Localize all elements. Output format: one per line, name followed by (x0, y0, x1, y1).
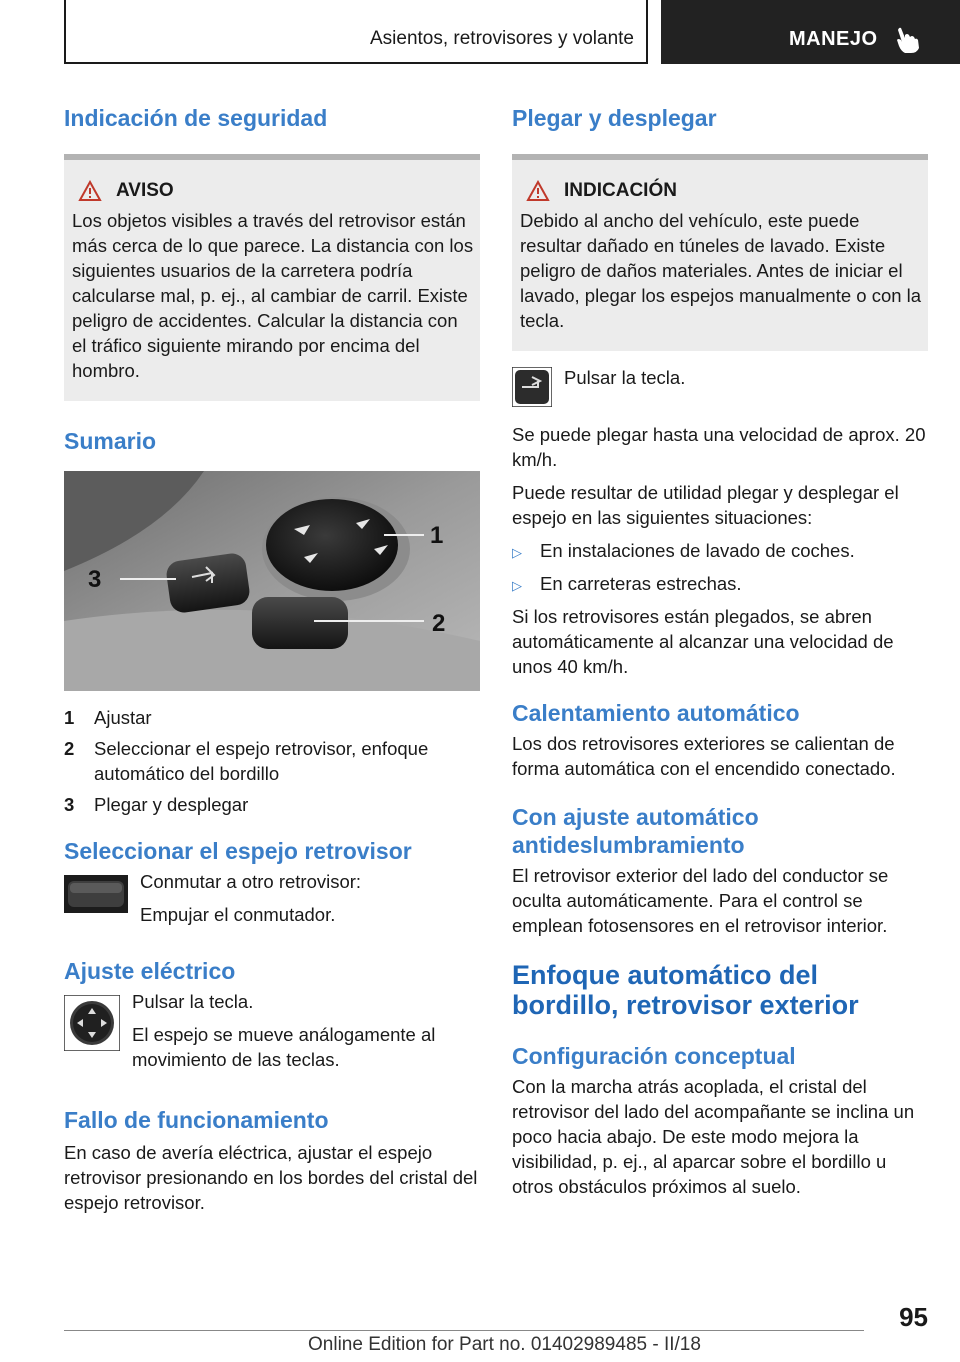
header-section-box (64, 0, 648, 64)
useful-text: Puede resultar de utilidad plegar y desplegar el espejo en las siguientes situaciones: (512, 482, 899, 528)
right-column (512, 96, 928, 1199)
warning-text: Los objetos visibles a través del retrovisor están más cerca de lo que parece. La distancia con los siguientes usuarios de la carretera podría calcularse mal, p. ej., al cambiar de carril. Existe peligro de accidentes. Calcular la distancia con el tráfico siguiente mirando por encima del hombro. (72, 210, 474, 381)
speed-text: Se puede plegar hasta una velocidad de aprox. 20 km/h. (512, 424, 926, 470)
list-item: 3 Plegar y desplegar (64, 794, 249, 815)
note-text: Debido al ancho del vehículo, este puede resultar dañado en túneles de lavado. Existe peligro de daños materiales. Antes de iniciar el lavado, plegar los espejos manualmente o con la tecla. (520, 210, 922, 331)
failure-text: En caso de avería eléctrica, ajustar el espejo retrovisor presionando en los bordes del cristal del espejo retrovisor. (64, 1142, 478, 1213)
header-chapter-tab (661, 0, 960, 64)
hand-icon (895, 26, 921, 59)
failure-heading: Fallo de funcionamiento (64, 1107, 329, 1133)
heating-text: Los dos retrovisores exteriores se calientan de forma automática con el encendido conectado. (512, 733, 896, 779)
situations-list (512, 538, 928, 598)
warning-title: AVISO (116, 180, 174, 201)
triangle-bullet-icon: ▷ (512, 578, 522, 593)
photo-label-2: 2 (432, 610, 446, 637)
header-chapter-label: MANEJO (789, 28, 878, 50)
concept-text: Con la marcha atrás acoplada, el cristal del retrovisor del lado del acompañante se inclina un poco hacia abajo. De este modo mejora la visibilidad, p. ej., al aparcar sobre el bordillo u otros obstáculos próximos al suelo. (512, 1076, 915, 1197)
summary-list (64, 705, 480, 817)
warning-box (64, 154, 480, 401)
mirror-switch-icon (64, 875, 128, 927)
electric-adjust-heading: Ajuste eléctrico (64, 958, 236, 984)
list-item: 1 Ajustar (64, 707, 152, 728)
list-item: 2 Seleccionar el espejo retrovisor, enfoque automático del bordillo (64, 738, 429, 784)
left-column (64, 96, 480, 1215)
warning-triangle-icon (526, 180, 550, 202)
mirror-fold-icon (512, 367, 552, 412)
note-title: INDICACIÓN (564, 180, 677, 201)
concept-heading: Configuración conceptual (512, 1043, 796, 1069)
note-box (512, 154, 928, 351)
select-mirror-heading: Seleccionar el espejo retrovisor (64, 838, 412, 864)
photo-label-1: 1 (430, 522, 444, 549)
footer-divider (64, 1330, 864, 1331)
list-item: ▷ En carreteras estrechas. (512, 571, 928, 598)
electric-adjust-text-2: El espejo se mueve análogamente al movimiento de las teclas. (132, 1024, 436, 1070)
select-mirror-text-2: Empujar el conmutador. (140, 904, 336, 925)
mirror-controls-photo (64, 471, 480, 691)
heating-heading: Calentamiento automático (512, 700, 800, 726)
antiglare-heading: Con ajuste automático antideslumbramiento (512, 804, 759, 858)
safety-heading: Indicación de seguridad (64, 105, 328, 131)
press-key-text: Pulsar la tecla. (564, 367, 686, 388)
header-section-title: Asientos, retrovisores y volante (369, 28, 634, 49)
warning-triangle-icon (78, 180, 102, 202)
triangle-bullet-icon: ▷ (512, 545, 522, 560)
fold-heading: Plegar y desplegar (512, 105, 717, 131)
electric-adjust-text-1: Pulsar la tecla. (132, 991, 254, 1012)
curb-heading: Enfoque automático del bordillo, retrovisor exterior (512, 960, 859, 1020)
antiglare-text: El retrovisor exterior del lado del conductor se oculta automáticamente. Para el control se emplean fotosensores en el retrovisor interior. (512, 865, 889, 936)
list-item: ▷ En instalaciones de lavado de coches. (512, 538, 928, 565)
photo-label-3: 3 (88, 566, 102, 593)
mirror-adjust-icon (64, 995, 120, 1072)
summary-heading: Sumario (64, 428, 157, 454)
page-number: 95 (899, 1302, 928, 1332)
footer-edition: Online Edition for Part no. 01402989485 - II/18 (308, 1334, 701, 1355)
unfold-text: Si los retrovisores están plegados, se abren automáticamente al alcanzar una velocidad de unos 40 km/h. (512, 606, 894, 677)
select-mirror-text-1: Conmutar a otro retrovisor: (140, 871, 362, 892)
